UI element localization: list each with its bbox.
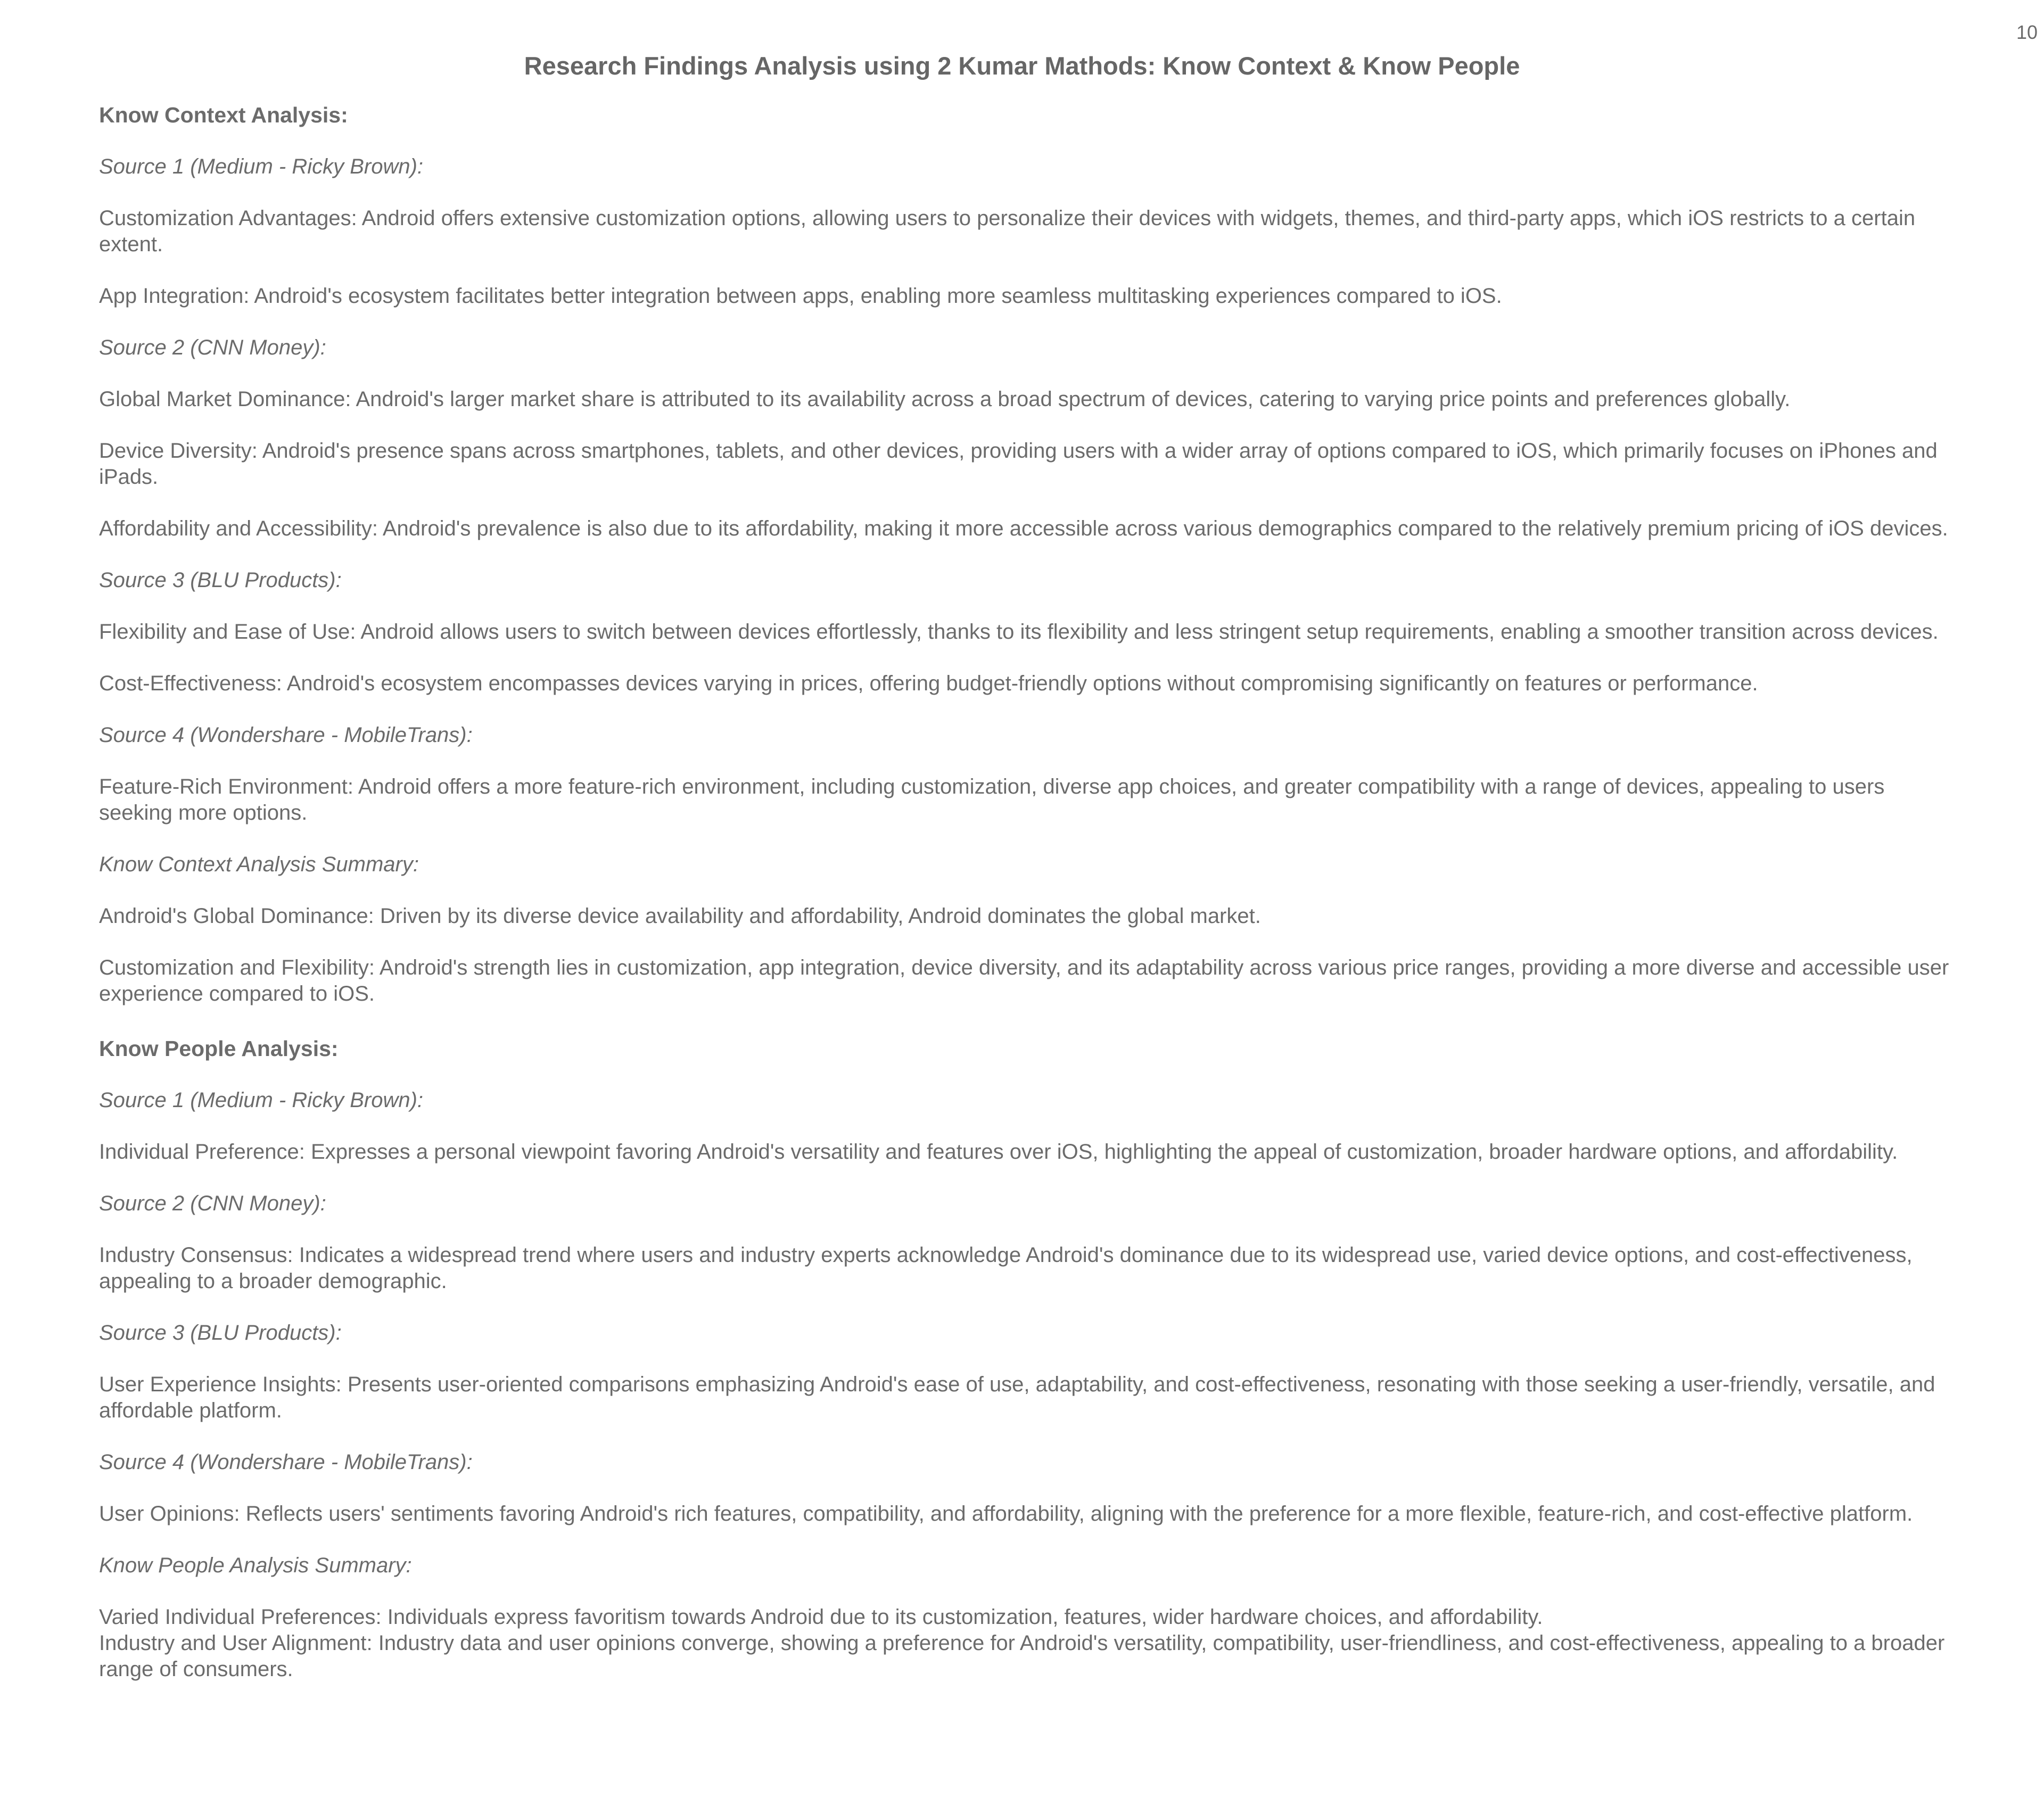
kp-source-1-para-1: Individual Preference: Expresses a personal viewpoint favoring Android's versatility and features over iOS, highlighting the appeal of customization, broader hardware options, and affordability. (99, 1140, 1898, 1164)
kc-source-2-para-1: Global Market Dominance: Android's larger market share is attributed to its availability across a broad spectrum of devices, catering to varying price points and preferences globally. (99, 387, 1791, 411)
kc-source-3-para-1: Flexibility and Ease of Use: Android allows users to switch between devices effortlessly, thanks to its flexibility and less stringent setup requirements, enabling a smoother transition across devices. (99, 620, 1939, 644)
page-number: 10 (2016, 21, 2038, 43)
kp-summary-para-1: Varied Individual Preferences: Individuals express favoritism towards Android due to its customization, features, wider hardware choices, and affordability. (99, 1605, 1543, 1629)
kc-summary-label: Know Context Analysis Summary: (99, 853, 419, 876)
kc-summary-para-2: Customization and Flexibility: Android's strength lies in customization, app integration, device diversity, and its adaptability across various price ranges, providing a more diverse and accessible user experience compared to iOS. (99, 956, 1949, 1005)
kc-source-1-para-1: Customization Advantages: Android offers extensive customization options, allowing users to personalize their devices with widgets, themes, and third-party apps, which iOS restricts to a certain extent. (99, 207, 1916, 256)
kc-source-1-label: Source 1 (Medium - Ricky Brown): (99, 155, 424, 178)
know-people-heading: Know People Analysis: (99, 1036, 339, 1061)
kc-source-3-para-2: Cost-Effectiveness: Android's ecosystem encompasses devices varying in prices, offering budget-friendly options without compromising significantly on features or performance. (99, 672, 1758, 695)
kp-source-1-label: Source 1 (Medium - Ricky Brown): (99, 1088, 424, 1112)
kp-source-2-para-1: Industry Consensus: Indicates a widespread trend where users and industry experts acknowledge Android's dominance due to its widespread use, varied device options, and cost-effectiveness, appealing to a broader demographic. (99, 1243, 1913, 1293)
kp-summary-para-2: Industry and User Alignment: Industry data and user opinions converge, showing a preference for Android's versatility, compatibility, user-friendliness, and cost-effectiveness, appealing to a broader range of consumers. (99, 1631, 1945, 1681)
kc-source-2-label: Source 2 (CNN Money): (99, 336, 326, 359)
kc-source-4-para-1: Feature-Rich Environment: Android offers a more feature-rich environment, including customization, diverse app choices, and greater compatibility with a range of devices, appealing to users seeking more options. (99, 775, 1885, 824)
page-title: Research Findings Analysis using 2 Kumar Mathods: Know Context & Know People (524, 52, 1520, 80)
kp-summary-label: Know People Analysis Summary: (99, 1554, 412, 1577)
kc-source-3-label: Source 3 (BLU Products): (99, 568, 342, 592)
kp-source-3-para-1: User Experience Insights: Presents user-oriented comparisons emphasizing Android's ease of use, adaptability, and cost-effectiveness, resonating with those seeking a user-friendly, versatile, and affordable platform. (99, 1373, 1935, 1422)
kc-source-2-para-2: Device Diversity: Android's presence spans across smartphones, tablets, and other devices, providing users with a wider array of options compared to iOS, which primarily focuses on iPhones and iPads. (99, 439, 1938, 489)
kc-source-4-label: Source 4 (Wondershare - MobileTrans): (99, 723, 473, 747)
know-context-heading: Know Context Analysis: (99, 103, 348, 127)
kp-source-3-label: Source 3 (BLU Products): (99, 1321, 342, 1345)
kp-source-4-para-1: User Opinions: Reflects users' sentiments favoring Android's rich features, compatibility, and affordability, aligning with the preference for a more flexible, feature-rich, and cost-effective platform. (99, 1502, 1913, 1525)
kc-summary-para-1: Android's Global Dominance: Driven by its diverse device availability and affordability, Android dominates the global market. (99, 904, 1261, 928)
kc-source-1-para-2: App Integration: Android's ecosystem facilitates better integration between apps, enabling more seamless multitasking experiences compared to iOS. (99, 284, 1502, 308)
kc-source-2-para-3: Affordability and Accessibility: Android's prevalence is also due to its affordability, making it more accessible across various demographics compared to the relatively premium pricing of iOS devices. (99, 517, 1948, 540)
document-body (99, 102, 1962, 1682)
kp-source-4-label: Source 4 (Wondershare - MobileTrans): (99, 1450, 473, 1474)
kp-source-2-label: Source 2 (CNN Money): (99, 1192, 326, 1215)
